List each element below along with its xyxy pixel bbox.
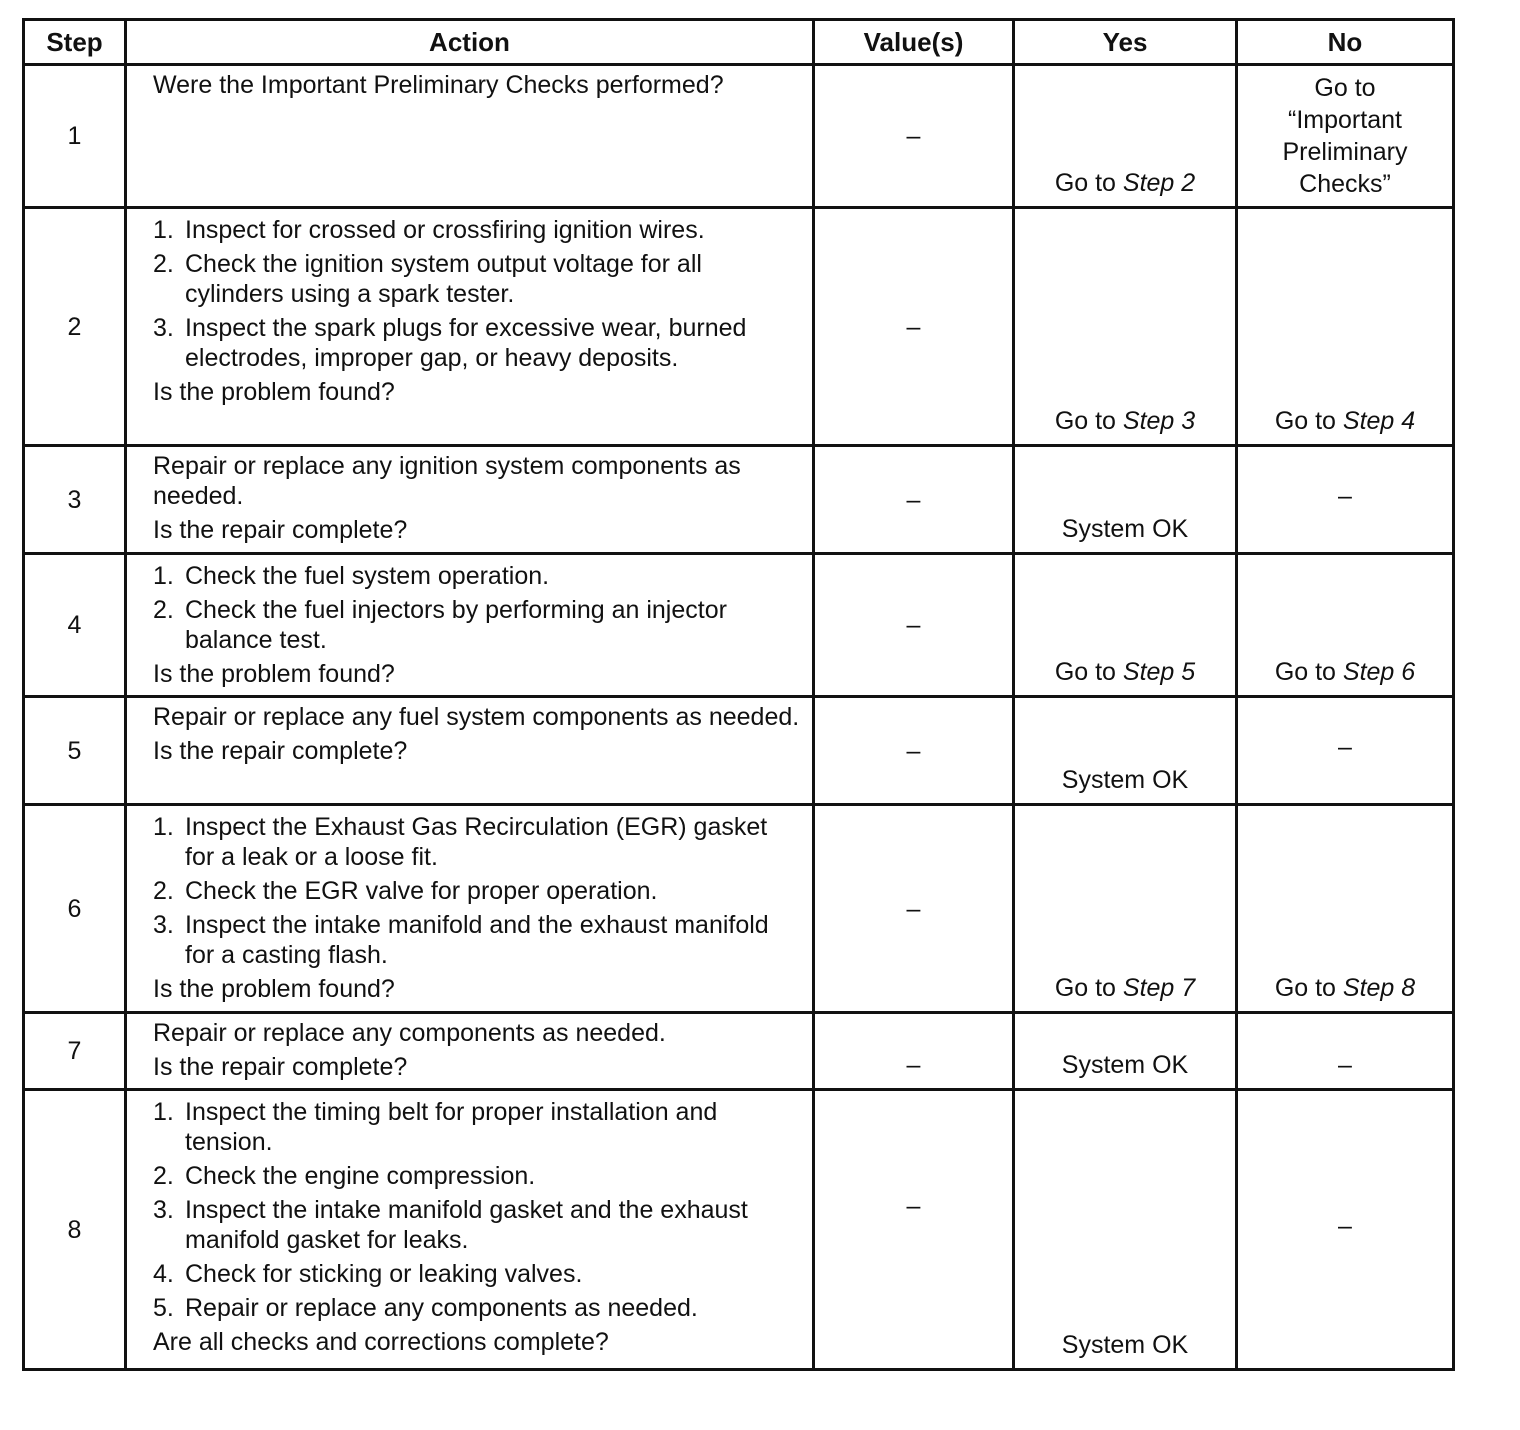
no-prefix: Go to — [1274, 974, 1343, 1002]
table-row — [24, 697, 1454, 805]
action-text: Repair or replace any fuel system components as needed. — [153, 703, 800, 731]
list-item — [153, 595, 802, 655]
list-item — [153, 812, 802, 872]
list-text: Inspect the Exhaust Gas Recirculation (EGR) gasket for a leak or a loose fit. — [185, 813, 768, 871]
step-cell: 1 — [24, 65, 126, 208]
list-text: Inspect the spark plugs for excessive wear, burned electrodes, improper gap, or heavy deposits. — [185, 314, 747, 372]
header-yes: Yes — [1014, 20, 1237, 65]
list-item — [153, 1259, 802, 1289]
action-cell — [126, 1013, 814, 1090]
action-question: Are all checks and corrections complete? — [153, 1328, 609, 1356]
header-no: No — [1237, 20, 1454, 65]
yes-cell — [1014, 1090, 1237, 1370]
action-cell — [126, 1090, 814, 1370]
list-item — [153, 215, 802, 245]
yes-prefix: Go to — [1054, 658, 1123, 686]
value-cell: – — [814, 805, 1014, 1013]
yes-step-link[interactable]: Step 5 — [1122, 658, 1196, 686]
table-row — [24, 1013, 1454, 1090]
list-number: 3. — [153, 911, 174, 939]
list-item — [153, 1161, 802, 1191]
no-prefix: Go to — [1274, 407, 1343, 435]
list-number: 3. — [153, 314, 174, 342]
no-cell — [1237, 208, 1454, 446]
table-row — [24, 208, 1454, 446]
table-row — [24, 805, 1454, 1013]
yes-cell — [1014, 208, 1237, 446]
value-cell: – — [814, 697, 1014, 805]
list-text: Check the fuel system operation. — [185, 562, 550, 590]
yes-prefix: Go to — [1054, 974, 1123, 1002]
list-item — [153, 1293, 802, 1323]
list-text: Check the fuel injectors by performing an injector balance test. — [185, 596, 727, 654]
list-text: Check the engine compression. — [185, 1162, 536, 1190]
value-cell: – — [814, 208, 1014, 446]
header-value: Value(s) — [814, 20, 1014, 65]
no-text: – — [1338, 1051, 1352, 1079]
action-cell — [126, 208, 814, 446]
value-cell: – — [814, 1013, 1014, 1090]
step-cell: 3 — [24, 446, 126, 554]
action-question: Is the problem found? — [153, 975, 395, 1003]
table-row — [24, 1090, 1454, 1370]
action-question: Is the problem found? — [153, 660, 395, 688]
action-text: Were the Important Preliminary Checks performed? — [153, 71, 724, 99]
list-text: Inspect the timing belt for proper installation and tension. — [185, 1098, 718, 1156]
header-step: Step — [24, 20, 126, 65]
list-item — [153, 1195, 802, 1255]
list-number: 3. — [153, 1196, 174, 1224]
action-cell — [126, 446, 814, 554]
list-number: 1. — [153, 562, 174, 590]
yes-step-link[interactable]: Step 2 — [1122, 169, 1196, 197]
no-step-link[interactable]: Step 6 — [1342, 658, 1416, 686]
yes-cell — [1014, 805, 1237, 1013]
yes-text: System OK — [1061, 1331, 1189, 1359]
diagnostic-table — [22, 18, 1455, 1371]
no-prefix: Go to — [1274, 658, 1343, 686]
list-number: 1. — [153, 1098, 174, 1126]
action-question: Is the repair complete? — [153, 737, 408, 765]
yes-prefix: Go to — [1054, 407, 1123, 435]
list-number: 2. — [153, 250, 174, 278]
yes-cell — [1014, 65, 1237, 208]
list-item — [153, 313, 802, 373]
no-step-link[interactable]: Step 4 — [1342, 407, 1416, 435]
list-number: 1. — [153, 216, 174, 244]
action-cell — [126, 697, 814, 805]
yes-cell — [1014, 554, 1237, 697]
list-text: Inspect the intake manifold gasket and the exhaust manifold gasket for leaks. — [185, 1196, 748, 1254]
no-cell — [1237, 446, 1454, 554]
list-number: 2. — [153, 877, 174, 905]
list-text: Check for sticking or leaking valves. — [185, 1260, 583, 1288]
step-cell: 4 — [24, 554, 126, 697]
yes-text: System OK — [1061, 766, 1189, 794]
yes-step-link[interactable]: Step 7 — [1122, 974, 1196, 1002]
action-text: Repair or replace any components as needed. — [153, 1019, 666, 1047]
yes-text: System OK — [1061, 515, 1189, 543]
table-row — [24, 446, 1454, 554]
list-text: Inspect for crossed or crossfiring ignition wires. — [185, 216, 705, 244]
action-question: Is the problem found? — [153, 378, 395, 406]
list-text: Check the EGR valve for proper operation. — [185, 877, 658, 905]
header-row — [24, 20, 1454, 65]
action-cell — [126, 805, 814, 1013]
table-row — [24, 554, 1454, 697]
list-item — [153, 249, 802, 309]
yes-cell — [1014, 1013, 1237, 1090]
no-cell — [1237, 1013, 1454, 1090]
table-row — [24, 65, 1454, 208]
no-cell — [1237, 65, 1454, 208]
action-question: Is the repair complete? — [153, 1053, 408, 1081]
yes-prefix: Go to — [1054, 169, 1123, 197]
list-text: Repair or replace any components as needed. — [185, 1294, 698, 1322]
yes-text: System OK — [1061, 1051, 1189, 1079]
list-text: Check the ignition system output voltage for all cylinders using a spark tester. — [185, 250, 702, 308]
list-number: 4. — [153, 1260, 174, 1288]
list-item — [153, 1097, 802, 1157]
list-item — [153, 876, 802, 906]
list-text: Inspect the intake manifold and the exhaust manifold for a casting flash. — [185, 911, 769, 969]
step-cell: 2 — [24, 208, 126, 446]
no-cell — [1237, 697, 1454, 805]
action-question: Is the repair complete? — [153, 516, 408, 544]
action-text: Repair or replace any ignition system components as needed. — [153, 452, 741, 510]
value-cell: – — [814, 446, 1014, 554]
list-item — [153, 910, 802, 970]
no-text: – — [1338, 481, 1352, 510]
list-number: 1. — [153, 813, 174, 841]
list-number: 2. — [153, 596, 174, 624]
step-cell: 6 — [24, 805, 126, 1013]
header-action: Action — [126, 20, 814, 65]
no-cell — [1237, 805, 1454, 1013]
yes-cell — [1014, 697, 1237, 805]
no-text: – — [1338, 1211, 1352, 1240]
action-cell — [126, 65, 814, 208]
step-cell: 5 — [24, 697, 126, 805]
list-number: 5. — [153, 1294, 174, 1322]
no-cell — [1237, 1090, 1454, 1370]
no-text: – — [1338, 732, 1352, 761]
list-number: 2. — [153, 1162, 174, 1190]
value-cell: – — [814, 65, 1014, 208]
list-item — [153, 561, 802, 591]
value-cell: – — [814, 1090, 1014, 1370]
value-cell: – — [814, 554, 1014, 697]
no-step-link[interactable]: Step 8 — [1342, 974, 1416, 1002]
no-cell — [1237, 554, 1454, 697]
step-cell: 7 — [24, 1013, 126, 1090]
action-cell — [126, 554, 814, 697]
step-cell: 8 — [24, 1090, 126, 1370]
no-text: Go to “Important Preliminary Checks” — [1282, 74, 1408, 198]
yes-cell — [1014, 446, 1237, 554]
yes-step-link[interactable]: Step 3 — [1122, 407, 1196, 435]
